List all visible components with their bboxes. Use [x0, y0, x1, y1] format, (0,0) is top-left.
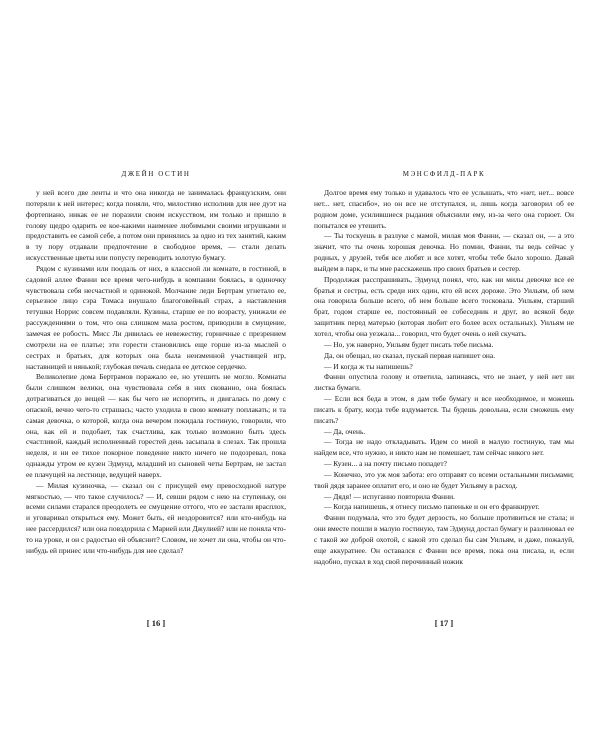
paragraph: — И когда ж ты напишешь?	[324, 361, 413, 371]
page-body	[26, 188, 286, 557]
paragraph: Рядом с кузинами или поодаль от них, в классной ли комнате, в гостиной, в садовой аллее Фанни все время чего-нибудь в компании боялась, в одиночку чувствовала себя несчастной и одинокой. Молчание леди Бертрам угнетало ее, серьезное лицо сэра Томаса внушало благоговейный страх, а наставления тетушки Норрис совсем подавляли. Кузины, старше ее по возрасту, унижали ее рассуждениями о том, что она слишком мала ростом, приводили в смущение, замечая ее робость. Мисс Ли дивилась ее невежеству, горничные с презрением смотрели на ее платье; эти горести становились еще горше из-за мыслей о сестрах и братьях, для которых она была неизменной участницей игр, наставницей и нянькой; глубокая печаль снедала ее детское сердечко.	[26, 263, 286, 371]
paragraph: у ней всего две ленты и что она никогда не занималась французским, они потеряли к ней интерес; когда поняли, что, милостиво исполнив для нее дуэт на фортепиано, никак ее не поразили своим искусством, им только и пришло в голову щедро одарить ее кое-какими наименее любимыми своими игрушками и предоставить ее самой себе, а потом они принялись за одно из тех занятий, каким в ту пору отдавали предпочтение в свободное время, — стали делать искусственные цветы или попусту переводить золотую бумагу.	[26, 188, 286, 263]
paragraph: — Если вся беда в этом, я дам тебе бумагу и все необходимое, и можешь писать к брату, когда тебе вздумается. Ты будешь довольна, если сможешь ему писать?	[314, 394, 574, 425]
paragraph: Великолепие дома Бертрамов поражало ее, но утешить не могло. Комнаты были слишком велики, она чувствовала себя в них скованно, она боялась дотрагиваться до вещей — как бы чего не испортить, и двигалась по дому с опаской, вечно чего-то страшась; часто уходила в свою комнату поплакать; и та самая девочка, о которой, когда она вечером покидала гостиную, говорили, что она, как ей и подобает, так счастлива, как только возможно быть здесь счастливой, каждый исполненный горестей день засыпала в слезах. Так прошла неделя, и ни ее тихое покорное поведение никто ничего не подозревал, пока однажды утром ее кузен Эдмунд, младший из сыновей четы Бертрам, не застал ее плачущей на лестнице, ведущей наверх.	[26, 372, 286, 479]
paragraph: — Кузен... а на почту письмо попадет?	[324, 459, 447, 469]
running-head: МЭНСФИЛД-ПАРК	[402, 170, 486, 178]
paragraph: — Да, очень.	[324, 426, 366, 436]
paragraph: Продолжая расспрашивать, Эдмунд понял, что, как ни милы девочке все ее братья и сестры, есть среди них один, кто ей всех дороже. Это Уильям, об нем она говорила больше всего, об нем больше всего тосковала. Уильям, старший брат, годом старше ее, постоянный ее собеседник и друг, во всякой беде защитник перед матерью (которая любит его более всех остальных). Уильям не хотел, чтобы она уезжала... говорил, что будет очень о ней скучать.	[314, 274, 574, 338]
paragraph: — Конечно, это уж моя забота: его отправят со всеми остальными письмами; твой дядя заранее оплатит его, и оно не будет Уильяму в расход.	[314, 469, 574, 490]
paragraph: — Ты тоскуешь в разлуке с мамой, милая моя Фанни, — сказал он, — а это значит, что ты очень хорошая девочка. Но помни, Фанни, ты ведь сейчас у родных, у друзей, тебя все любят и все хотят, чтобы тебе было хорошо. Давай выйдем в парк, и ты мне расскажешь про своих братьев и сестер.	[314, 231, 574, 273]
paragraph: Долгое время ему только и удавалось что ее услышать, что «нет, нет... вовсе нет... нет, спасибо», но он все не отступался, и, лишь когда заговорил об ее родном доме, усилившиеся рыдания объяснили ему, из-за чего она горюет. Он попытался ее утешить.	[314, 188, 574, 230]
paragraph: Фанни подумала, что это будет дерзость, но больше противиться не стала; и они вместе пошли в малую гостиную, там Эдмунд достал бумагу и разлиновал ее с такой же доброй охотой, с какой это сделал бы сам Уильям, и даже, пожалуй, еще аккуратнее. Он оставался с Фанни все время, пока она писала, и, если надобно, пускал в ход свой перочинный ножик	[314, 513, 574, 566]
paragraph: Фанни опустила голову и ответила, запинаясь, что не знает, у ней нет ни листка бумаги.	[314, 372, 574, 393]
page-number: [ 16 ]	[146, 618, 166, 628]
paragraph: — Дядя! — испуганно повторила Фанни.	[324, 491, 455, 501]
paragraph: — Когда напишешь, я отнесу письмо папеньке и он его франкирует.	[324, 502, 540, 512]
page-body	[314, 188, 574, 568]
right-page	[314, 0, 574, 750]
paragraph: — Милая кузиночка, — сказал он с присущей ему превосходной натуре мягкостью, — что такое случилось? — И, севши рядом с нею на ступеньку, он всеми силами старался преодолеть ее смущение оттого, что ее застали врасплох, и уговаривал открыться ему. Может быть, ей нездоровится? или кто-нибудь на нее рассердился? или она повздорила с Марией или Джулией? или не поняла что-то на уроке, и он с радостью ей объяснит? Словом, не хочет ли она, чтобы он что-нибудь ей принес или что-нибудь для нее сделал?	[26, 480, 286, 555]
running-head: ДЖЕЙН ОСТИН	[121, 170, 191, 178]
paragraph: Да, он обещал, но сказал, пускай первая напишет она.	[324, 350, 496, 360]
page-number: [ 17 ]	[434, 618, 454, 628]
paragraph: — Но, уж наверно, Уильям будет писать тебе письма.	[324, 339, 494, 349]
left-page	[26, 0, 286, 750]
paragraph: — Тогда не надо откладывать. Идем со мной в малую гостиную, там мы найдем все, что нужно, и никто нам не помешает, там сейчас никого нет.	[314, 437, 574, 458]
